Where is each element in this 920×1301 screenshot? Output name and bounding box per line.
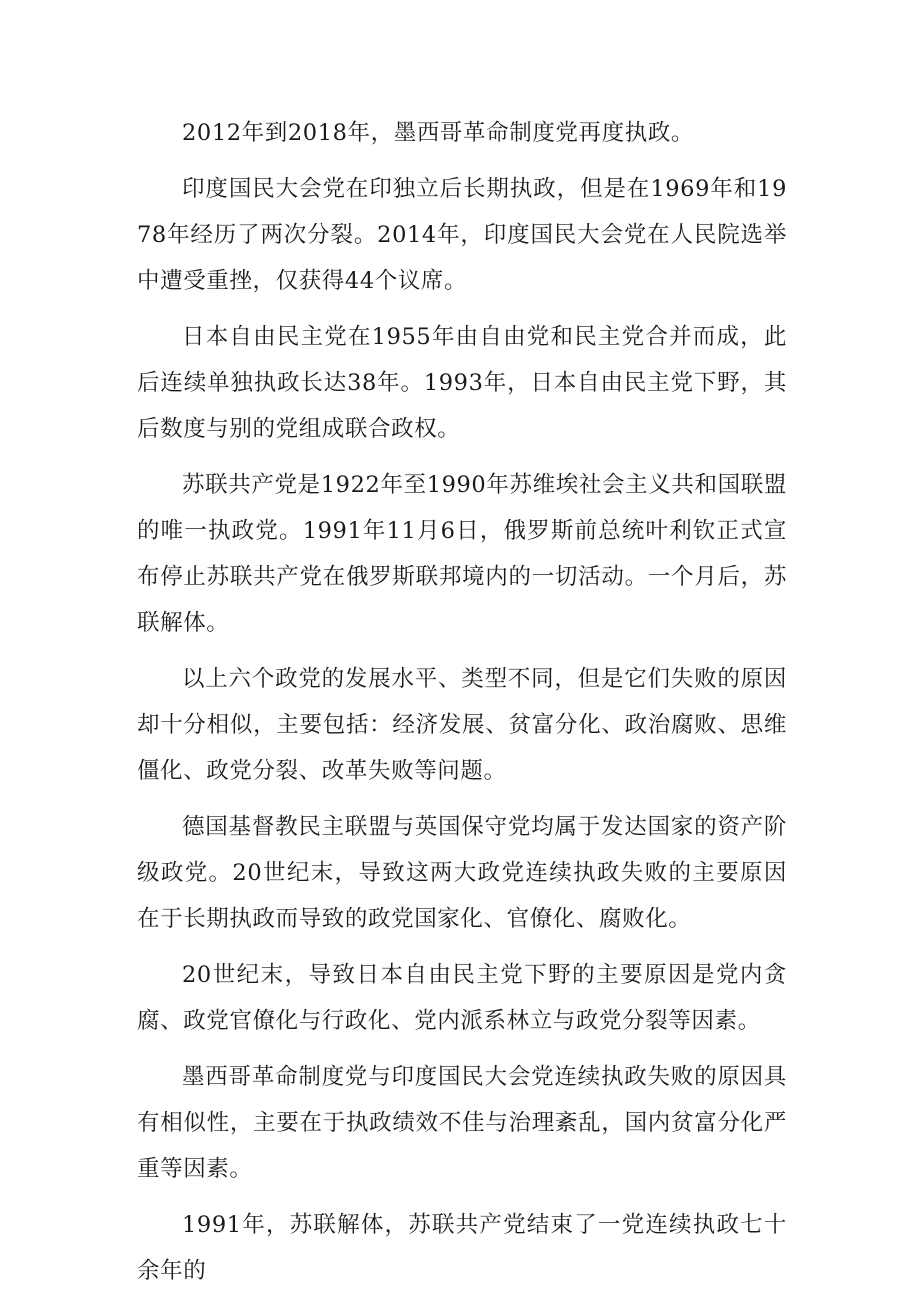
- paragraph-japan-ldp: 日本自由民主党在1955年由自由党和民主党合并而成，此后连续单独执政长达38年。1993年，日本自由民主党下野，其后数度与别的党组成联合政权。: [137, 324, 787, 442]
- paragraph-india-congress: 印度国民大会党在印独立后长期执政，但是在1969年和1978年经历了两次分裂。2014年，印度国民大会党在人民院选举中遭受重挫，仅获得44个议席。: [137, 176, 787, 294]
- paragraph-summary-causes: 以上六个政党的发展水平、类型不同，但是它们失败的原因却十分相似，主要包括：经济发展、贫富分化、政治腐败、思维僵化、政党分裂、改革失败等问题。: [137, 666, 787, 784]
- document-body: [137, 110, 787, 1294]
- paragraph-mexico-india-causes: 墨西哥革命制度党与印度国民大会党连续执政失败的原因具有相似性，主要在于执政绩效不佳与治理紊乱，国内贫富分化严重等因素。: [137, 1064, 787, 1182]
- paragraph-soviet-cpsu: 苏联共产党是1922年至1990年苏维埃社会主义共和国联盟的唯一执政党。1991年11月6日，俄罗斯前总统叶利钦正式宣布停止苏联共产党在俄罗斯联邦境内的一切活动。一个月后，苏联解体。: [137, 472, 787, 636]
- paragraph-soviet-dissolution: 1991年，苏联解体，苏联共产党结束了一党连续执政七十余年的: [137, 1212, 787, 1284]
- paragraph-germany-uk: 德国基督教民主联盟与英国保守党均属于发达国家的资产阶级政党。20世纪末，导致这两大政党连续执政失败的主要原因在于长期执政而导致的政党国家化、官僚化、腐败化。: [137, 814, 787, 932]
- paragraph-mexico-pri: 2012年到2018年，墨西哥革命制度党再度执政。: [182, 120, 695, 146]
- paragraph-japan-causes: 20世纪末，导致日本自由民主党下野的主要原因是党内贪腐、政党官僚化与行政化、党内派系林立与政党分裂等因素。: [137, 962, 787, 1034]
